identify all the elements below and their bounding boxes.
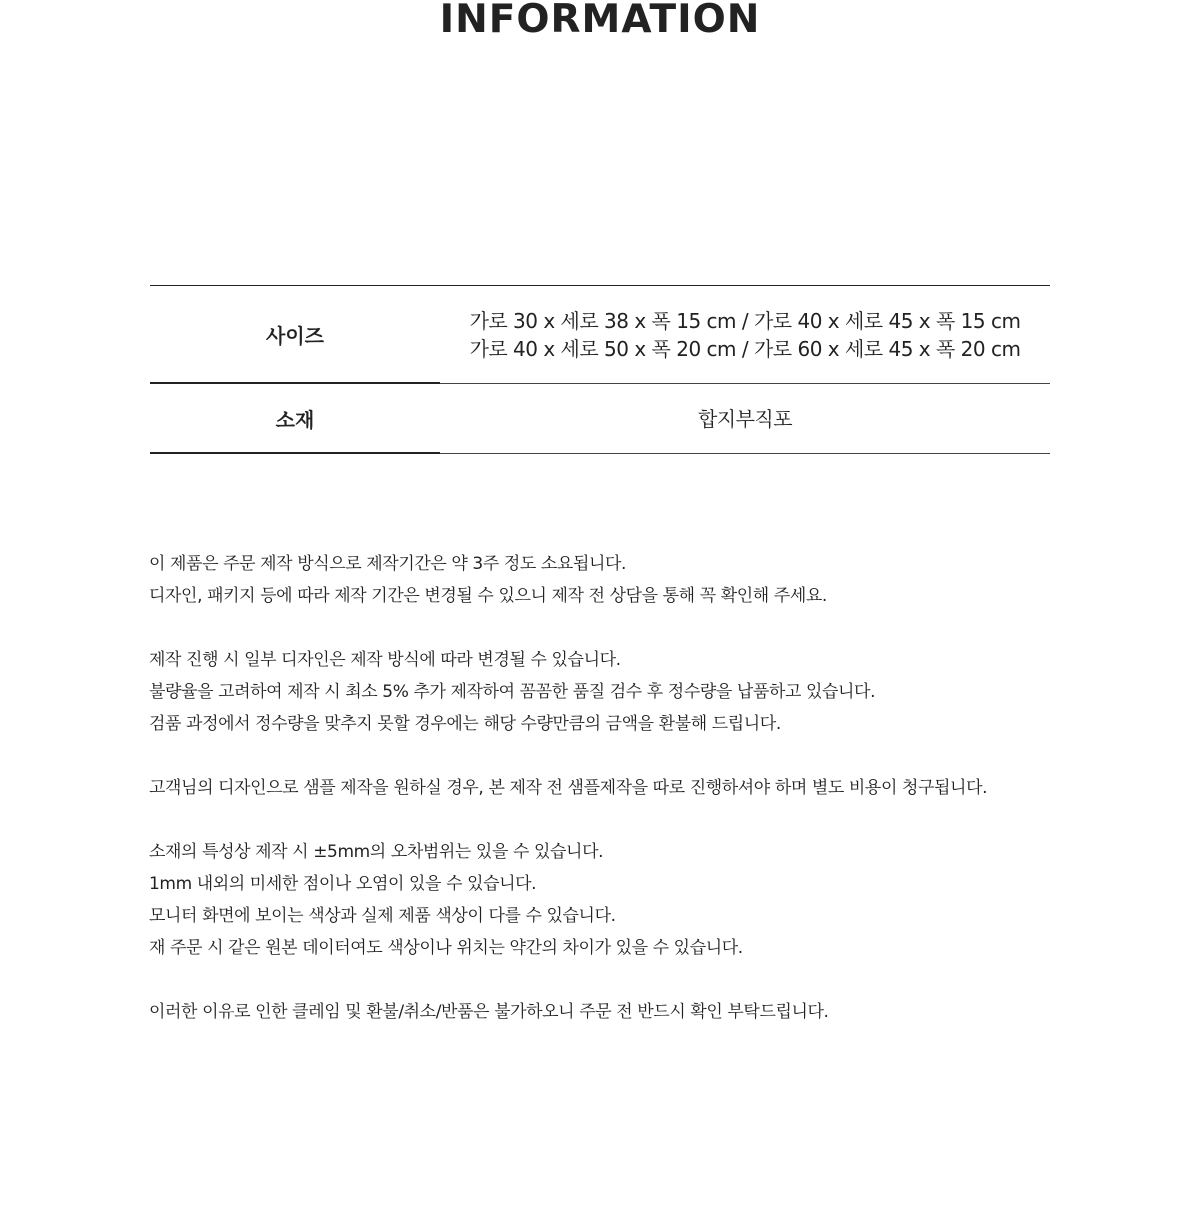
note-line: 모니터 화면에 보이는 색상과 실제 제품 색상이 다를 수 있습니다.	[149, 906, 616, 926]
note-line: 검품 과정에서 정수량을 맞추지 못할 경우에는 해당 수량만큼의 금액을 환불해 드립니다.	[149, 714, 781, 734]
note-line: 재 주문 시 같은 원본 데이터여도 색상이나 위치는 약간의 차이가 있을 수 있습니다.	[149, 938, 743, 958]
note-line: 제작 진행 시 일부 디자인은 제작 방식에 따라 변경될 수 있습니다.	[149, 650, 621, 670]
note-spacer	[149, 612, 1049, 644]
note-line: 소재의 특성상 제작 시 ±5mm의 오차범위는 있을 수 있습니다.	[149, 842, 604, 862]
size-line-1: 가로 30 x 세로 38 x 폭 15 cm / 가로 40 x 세로 45 x 폭 15 cm	[469, 308, 1021, 333]
note-spacer	[149, 964, 1049, 996]
note-line: 이 제품은 주문 제작 방식으로 제작기간은 약 3주 정도 소요됩니다.	[149, 554, 627, 574]
size-value	[440, 286, 1050, 384]
note-line: 불량율을 고려하여 제작 시 최소 5% 추가 제작하여 꼼꼼한 품질 검수 후 정수량을 납품하고 있습니다.	[149, 682, 876, 702]
note-line: 디자인, 패키지 등에 따라 제작 기간은 변경될 수 있으니 제작 전 상담을 통해 꼭 확인해 주세요.	[149, 586, 827, 606]
material-value: 합지부직포	[440, 384, 1050, 454]
size-label: 사이즈	[150, 286, 440, 384]
note-line: 1mm 내외의 미세한 점이나 오염이 있을 수 있습니다.	[149, 874, 537, 894]
note-line: 고객님의 디자인으로 샘플 제작을 원하실 경우, 본 제작 전 샘플제작을 따로 진행하셔야 하며 별도 비용이 청구됩니다.	[149, 778, 988, 798]
spec-table	[150, 285, 1050, 454]
page-title: INFORMATION	[439, 0, 761, 42]
note-spacer	[149, 740, 1049, 772]
notes-section	[149, 548, 1049, 1028]
spec-row-material	[150, 384, 1050, 454]
note-line: 이러한 이유로 인한 클레임 및 환불/취소/반품은 불가하오니 주문 전 반드시 확인 부탁드립니다.	[149, 1002, 829, 1022]
material-label: 소재	[150, 384, 440, 454]
spec-row-size	[150, 286, 1050, 384]
note-spacer	[149, 804, 1049, 836]
size-line-2: 가로 40 x 세로 50 x 폭 20 cm / 가로 60 x 세로 45 x 폭 20 cm	[469, 336, 1021, 361]
